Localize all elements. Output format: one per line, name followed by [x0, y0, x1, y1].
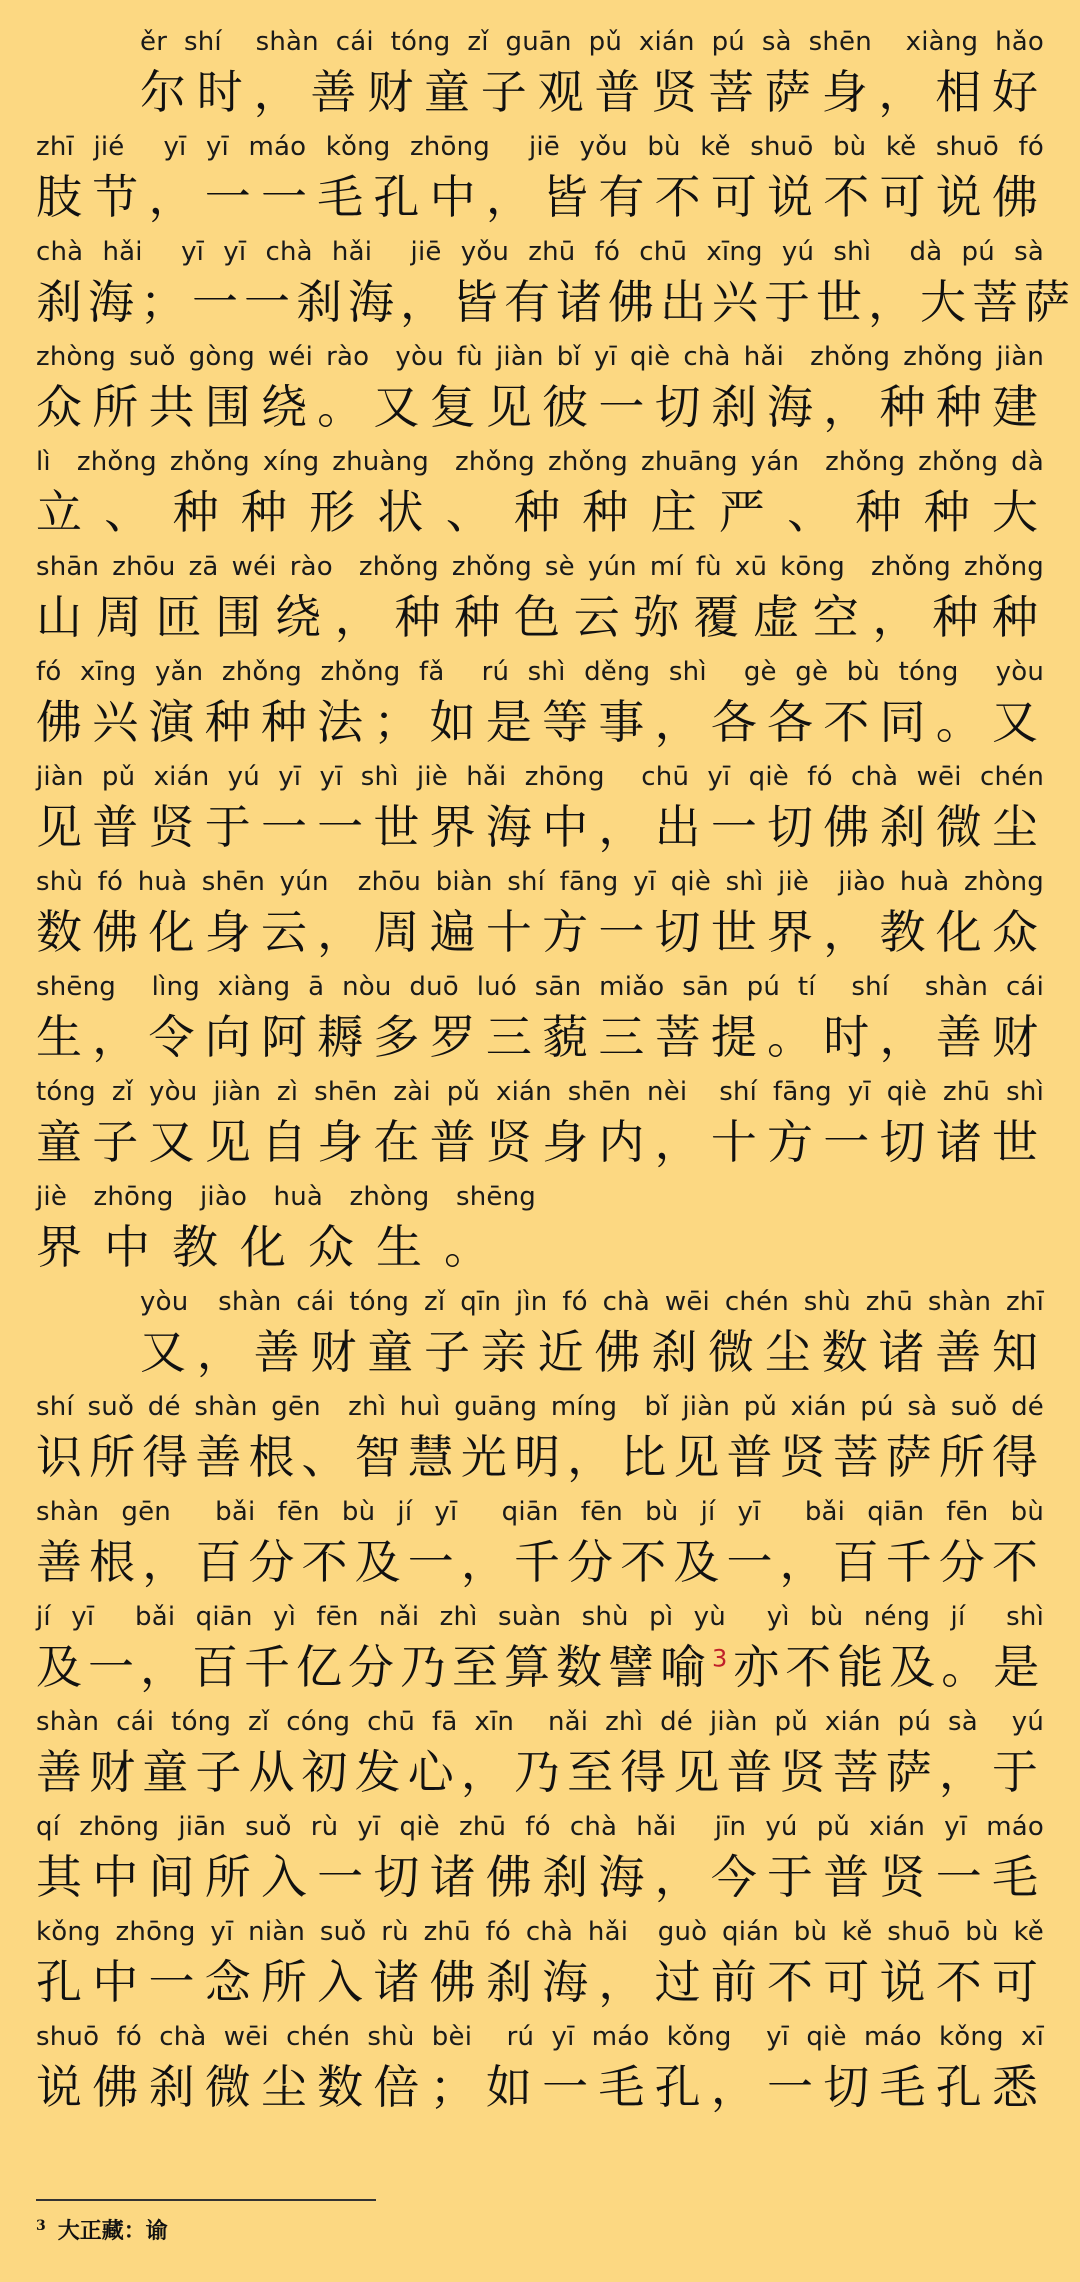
- hanzi-row: 刹海；一一刹海，皆有诸佛出兴于世，大菩萨: [36, 275, 1076, 329]
- hanzi-row: 善根，百分不及一，千分不及一，百千分不: [36, 1535, 1044, 1589]
- hanzi-row: 数佛化身云，周遍十方一切世界，教化众: [36, 905, 1044, 959]
- hanzi-row: 见普贤于一一世界海中，出一切佛刹微尘: [36, 800, 1044, 854]
- pinyin-row: shàn cái tóng zǐ cóng chū fā xīn nǎi zhì dé jiàn pǔ xián pú sà yú: [36, 1707, 1044, 1737]
- pinyin-row: kǒng zhōng yī niàn suǒ rù zhū fó chà hǎi guò qián bù kě shuō bù kě: [36, 1917, 1044, 1947]
- footnote-number: 3: [36, 2217, 46, 2234]
- hanzi-segment: 亦不能及。是: [733, 1640, 1046, 1694]
- pinyin-row: lì zhǒng zhǒng xíng zhuàng zhǒng zhǒng zhuāng yán zhǒng zhǒng dà: [36, 447, 1044, 477]
- pinyin-row: qí zhōng jiān suǒ rù yī qiè zhū fó chà hǎi jīn yú pǔ xián yī máo: [36, 1812, 1044, 1842]
- pinyin-row: yòu shàn cái tóng zǐ qīn jìn fó chà wēi chén shù zhū shàn zhī: [140, 1287, 1044, 1317]
- hanzi-row: 识所得善根、智慧光明，比见普贤菩萨所得: [36, 1430, 1044, 1484]
- footnote-divider: [36, 2199, 376, 2201]
- hanzi-row: 孔中一念所入诸佛刹海，过前不可说不可: [36, 1955, 1044, 2009]
- hanzi-row: [36, 1637, 1044, 1697]
- text-line-10: [36, 969, 1044, 1073]
- hanzi-row: 尔时，善财童子观普贤菩萨身，相好: [140, 65, 1044, 119]
- hanzi-row: 说佛刹微尘数倍；如一毛孔，一切毛孔悉: [36, 2060, 1044, 2114]
- hanzi-row: 善财童子从初发心，乃至得见普贤菩萨，于: [36, 1745, 1044, 1799]
- pinyin-row: shuō fó chà wēi chén shù bèi rú yī máo kǒng yī qiè máo kǒng xī: [36, 2022, 1044, 2052]
- text-line-5: [36, 444, 1044, 548]
- pinyin-row: chà hǎi yī yī chà hǎi jiē yǒu zhū fó chū xīng yú shì dà pú sà: [36, 237, 1044, 267]
- pinyin-row: tóng zǐ yòu jiàn zì shēn zài pǔ xián shēn nèi shí fāng yī qiè zhū shì: [36, 1077, 1044, 1107]
- hanzi-row: 佛兴演种种法；如是等事，各各不同。又: [36, 695, 1044, 749]
- text-line-13: [140, 1284, 1044, 1388]
- pinyin-row: jiè zhōng jiào huà zhòng shēng: [36, 1182, 536, 1212]
- text-line-1: [140, 24, 1044, 128]
- hanzi-row: 其中间所入一切诸佛刹海，今于普贤一毛: [36, 1850, 1044, 1904]
- pinyin-row: shù fó huà shēn yún zhōu biàn shí fāng yī qiè shì jiè jiào huà zhòng: [36, 867, 1044, 897]
- pinyin-row: jí yī bǎi qiān yì fēn nǎi zhì suàn shù pì yù yì bù néng jí shì: [36, 1602, 1044, 1632]
- text-line-20: [36, 2019, 1044, 2123]
- hanzi-row: 众所共围绕。又复见彼一切刹海，种种建: [36, 380, 1044, 434]
- text-line-3: [36, 234, 1076, 338]
- text-line-11: [36, 1074, 1044, 1178]
- text-line-16: [36, 1599, 1044, 1703]
- pinyin-row: fó xīng yǎn zhǒng zhǒng fǎ rú shì děng shì gè gè bù tóng yòu: [36, 657, 1044, 687]
- footnote: [36, 2214, 168, 2245]
- text-line-17: [36, 1704, 1044, 1808]
- pinyin-row: shān zhōu zā wéi rào zhǒng zhǒng sè yún mí fù xū kōng zhǒng zhǒng: [36, 552, 1044, 582]
- hanzi-row: 山周匝围绕，种种色云弥覆虚空，种种: [36, 590, 1044, 644]
- text-line-8: [36, 759, 1044, 863]
- hanzi-row: 生，令向阿耨多罗三藐三菩提。时，善财: [36, 1010, 1044, 1064]
- hanzi-row: 立、种种形状、种种庄严、种种大: [36, 485, 1044, 539]
- hanzi-row: 童子又见自身在普贤身内，十方一切诸世: [36, 1115, 1044, 1169]
- footnote-text: 大正藏：谕: [57, 2218, 168, 2244]
- pinyin-row: shēng lìng xiàng ā nòu duō luó sān miǎo sān pú tí shí shàn cái: [36, 972, 1044, 1002]
- pinyin-row: shí suǒ dé shàn gēn zhì huì guāng míng bǐ jiàn pǔ xián pú sà suǒ dé: [36, 1392, 1044, 1422]
- footnote-marker[interactable]: 3: [712, 1644, 734, 1673]
- hanzi-row: 肢节，一一毛孔中，皆有不可说不可说佛: [36, 170, 1044, 224]
- text-line-7: [36, 654, 1044, 758]
- text-line-14: [36, 1389, 1044, 1493]
- pinyin-row: ěr shí shàn cái tóng zǐ guān pǔ xián pú sà shēn xiàng hǎo: [140, 27, 1044, 57]
- text-line-18: [36, 1809, 1044, 1913]
- text-line-15: [36, 1494, 1044, 1598]
- text-line-12: [36, 1179, 1044, 1283]
- text-line-6: [36, 549, 1044, 653]
- text-line-2: [36, 129, 1044, 233]
- hanzi-segment: 及一，百千亿分乃至算数譬喻: [36, 1640, 712, 1694]
- hanzi-row: 界中教化众生。: [36, 1220, 512, 1274]
- pinyin-row: zhòng suǒ gòng wéi rào yòu fù jiàn bǐ yī qiè chà hǎi zhǒng zhǒng jiàn: [36, 342, 1044, 372]
- pinyin-row: shàn gēn bǎi fēn bù jí yī qiān fēn bù jí yī bǎi qiān fēn bù: [36, 1497, 1044, 1527]
- hanzi-row: 又，善财童子亲近佛刹微尘数诸善知: [140, 1325, 1044, 1379]
- text-line-19: [36, 1914, 1044, 2018]
- text-line-9: [36, 864, 1044, 968]
- text-line-4: [36, 339, 1044, 443]
- pinyin-row: jiàn pǔ xián yú yī yī shì jiè hǎi zhōng chū yī qiè fó chà wēi chén: [36, 762, 1044, 792]
- pinyin-row: zhī jié yī yī máo kǒng zhōng jiē yǒu bù kě shuō bù kě shuō fó: [36, 132, 1044, 162]
